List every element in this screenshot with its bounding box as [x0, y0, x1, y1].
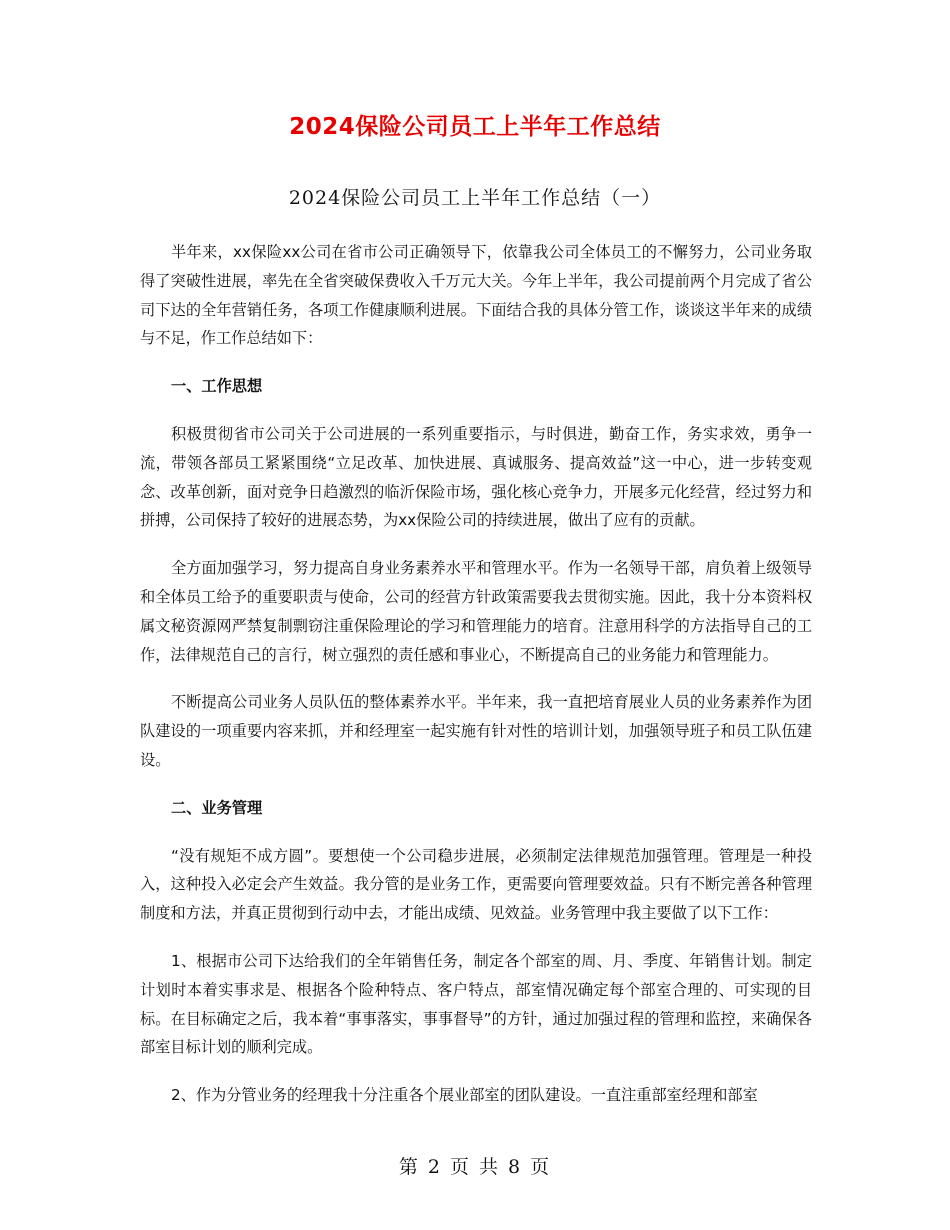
paragraph: 2、作为分管业务的经理我十分注重各个展业部室的团队建设。一直注重部室经理和部室 — [171, 1086, 758, 1105]
page-number-footer: 第 2 页 共 8 页 — [398, 1156, 552, 1178]
paragraph: “没有规矩不成方圆”。要想使一个公司稳步进展，必须制定法律规范加强管理。管理是一种投入，这种投入必定会产生效益。我分管的是业务工作，更需要向管理要效益。只有不断完善各种管理制度和方法，并真正贯彻到行动中去，才能出成绩、见效益。业务管理中我主要做了以下工作： — [140, 846, 812, 923]
paragraph-intro: 半年来，xx保险xx公司在省市公司正确领导下，依靠我公司全体员工的不懈努力，公司业务取得了突破性进展，率先在全省突破保费收入千万元大关。今年上半年，我公司提前两个月完成了省公司下达的全年营销任务，各项工作健康顺利进展。下面结合我的具体分管工作，谈谈这半年来的成绩与不足，作工作总结如下： — [140, 243, 812, 348]
section-heading-work-thought: 一、工作思想 — [171, 377, 263, 396]
document-subtitle: 2024保险公司员工上半年工作总结（一） — [288, 187, 662, 209]
document-title: 2024保险公司员工上半年工作总结 — [289, 114, 661, 140]
section-heading-business-management: 二、业务管理 — [171, 798, 263, 817]
paragraph: 不断提高公司业务人员队伍的整体素养水平。半年来，我一直把培育展业人员的业务素养作为团队建设的一项重要内容来抓，并和经理室一起实施有针对性的培训计划，加强领导班子和员工队伍建设。 — [140, 693, 812, 769]
paragraph: 全方面加强学习，努力提高自身业务素养水平和管理水平。作为一名领导干部，肩负着上级领导和全体员工给予的重要职责与使命，公司的经营方针政策需要我去贯彻实施。因此，我十分本资料权属文秘资源网严禁复制剽窃注重保险理论的学习和管理能力的培育。注意用科学的方法指导自己的工作，法律规范自己的言行，树立强烈的责任感和事业心，不断提高自己的业务能力和管理能力。 — [140, 559, 812, 664]
paragraph: 积极贯彻省市公司关于公司进展的一系列重要指示，与时俱进，勤奋工作，务实求效，勇争一流，带领各部员工紧紧围绕“立足改革、加快进展、真诚服务、提高效益”这一中心，进一步转变观念、改革创新，面对竞争日趋激烈的临沂保险市场，强化核心竞争力，开展多元化经营，经过努力和拼搏，公司保持了较好的进展态势，为xx保险公司的持续进展，做出了应有的贡献。 — [140, 424, 812, 530]
paragraph: 1、根据市公司下达给我们的全年销售任务，制定各个部室的周、月、季度、年销售计划。制定计划时本着实事求是、根据各个险种特点、客户特点，部室情况确定每个部室合理的、可实现的目标。在目标确定之后，我本着“事事落实，事事督导”的方针，通过加强过程的管理和监控，来确保各部室目标计划的顺利完成。 — [140, 951, 812, 1057]
document-body — [140, 238, 812, 1129]
